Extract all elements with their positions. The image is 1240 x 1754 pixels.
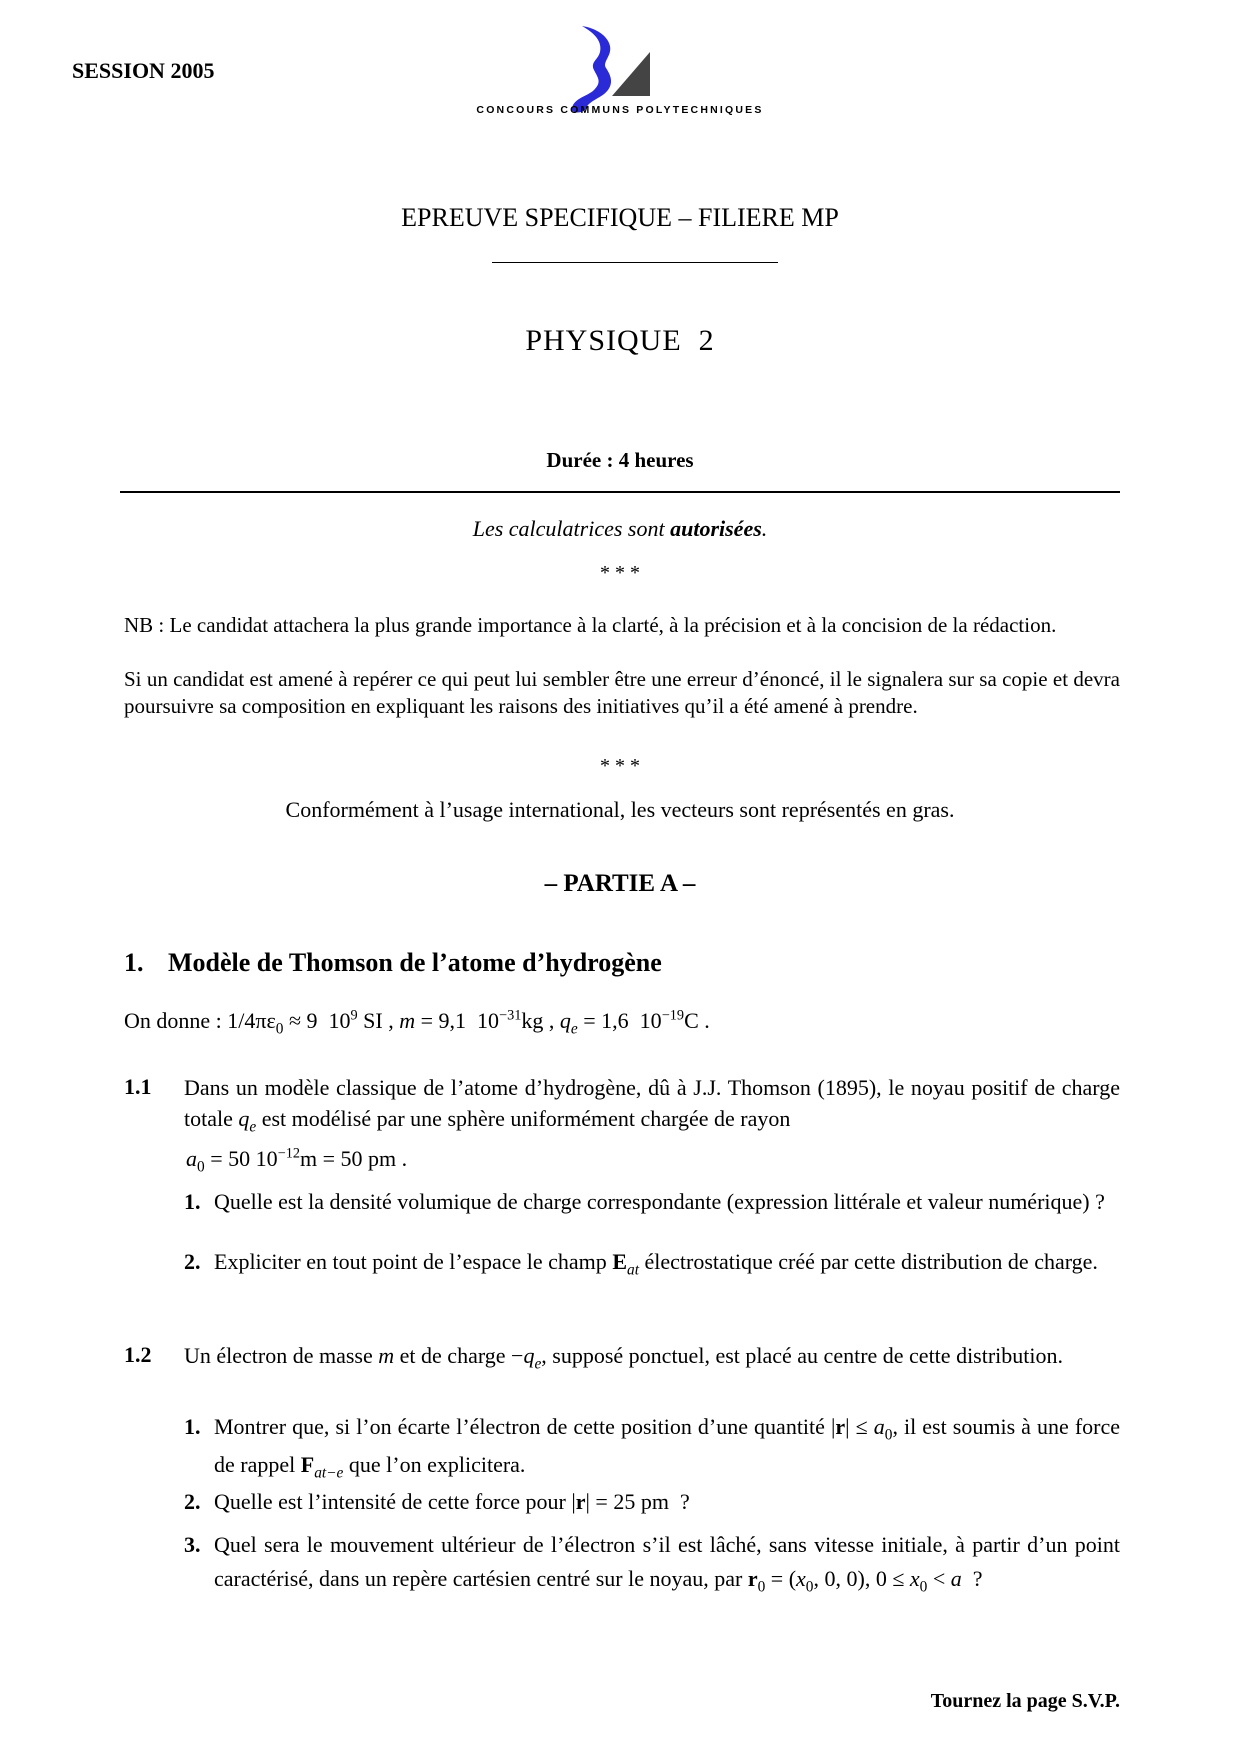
logo-caption: CONCOURS COMMUNS POLYTECHNIQUES [476, 104, 764, 116]
sub-question: 2. Quelle est l’intensité de cette force pour |r| = 25 pm ? [184, 1489, 690, 1514]
radius-value: $a_0 = 50$ $10^{-12}m = 50$ pm . [186, 1145, 408, 1176]
question-number: 1.1 [124, 1074, 152, 1099]
session-label: SESSION 2005 [72, 58, 215, 83]
stars-separator: * * * [600, 755, 640, 777]
question-text: Un électron de masse m et de charge $-q_e$, supposé ponctuel, est placé au centre de cette distribution. [184, 1343, 1064, 1373]
given-constants: On donne : $1/4\pi\varepsilon_0 \approx 9$ $10^9$ SI , m = 9,1 $10^{-31}kg$ , $q_e = 1,6$ $10^{-19}C$ . [124, 1007, 710, 1038]
section-heading: 1. Modèle de Thomson de l’atome d’hydrogène [124, 948, 662, 977]
logo-blue-profile [572, 26, 611, 113]
calculator-notice: Les calculatrices sont autorisées. [472, 516, 768, 541]
sub-question: 1. Montrer que, si l’on écarte l’électron de cette position d’une quantité $|r| \le a_0$, il est soumis à une force de rappel $F_{at-e}$ que l’on explicitera. [184, 1414, 1120, 1482]
part-title: – PARTIE A – [544, 870, 696, 897]
stars-separator: * * * [600, 562, 640, 584]
question-text: Dans un modèle classique de l’atome d’hydrogène, dû à J.J. Thomson (1895), le noyau positif de charge totale $q_e$ est modélisé par une sphère uniformément chargée de rayon [184, 1075, 1120, 1136]
title-underline [492, 262, 778, 263]
duration: Durée : 4 heures [546, 448, 694, 472]
nb-paragraph: NB : Le candidat attachera la plus grande importance à la clarté, à la précision et à la concision de la rédaction. [124, 613, 1057, 637]
error-paragraph: Si un candidat est amené à repérer ce qui peut lui sembler être une erreur d’énoncé, il le signalera sur sa copie et devra poursuivre sa composition en expliquant les raisons des initiatives qu’il a été amené à prendre. [124, 667, 1120, 718]
logo-gray-triangle [612, 52, 650, 96]
sub-question: 1. Quelle est la densité volumique de charge correspondante (expression littérale et valeur numérique) ? [184, 1189, 1105, 1214]
header-divider [120, 491, 1120, 493]
question-number: 1.2 [124, 1342, 152, 1367]
sub-question: 3. Quel sera le mouvement ultérieur de l’électron s’il est lâché, sans vitesse initiale, à partir d’un point caractérisé, dans un repère cartésien centré sur le noyau, par $r_0 = (x_0$, 0, 0), $0 \le x_0 < a$ ? [184, 1532, 1120, 1596]
vector-convention: Conformément à l’usage international, les vecteurs sont représentés en gras. [285, 797, 955, 822]
turn-page-note: Tournez la page S.V.P. [930, 1690, 1120, 1712]
subject-title: PHYSIQUE 2 [525, 324, 715, 357]
epreuve-title: EPREUVE SPECIFIQUE – FILIERE MP [401, 203, 839, 232]
sub-question: 2. Expliciter en tout point de l’espace le champ $E_{at}$ électrostatique créé par cette distribution de charge. [184, 1249, 1098, 1279]
